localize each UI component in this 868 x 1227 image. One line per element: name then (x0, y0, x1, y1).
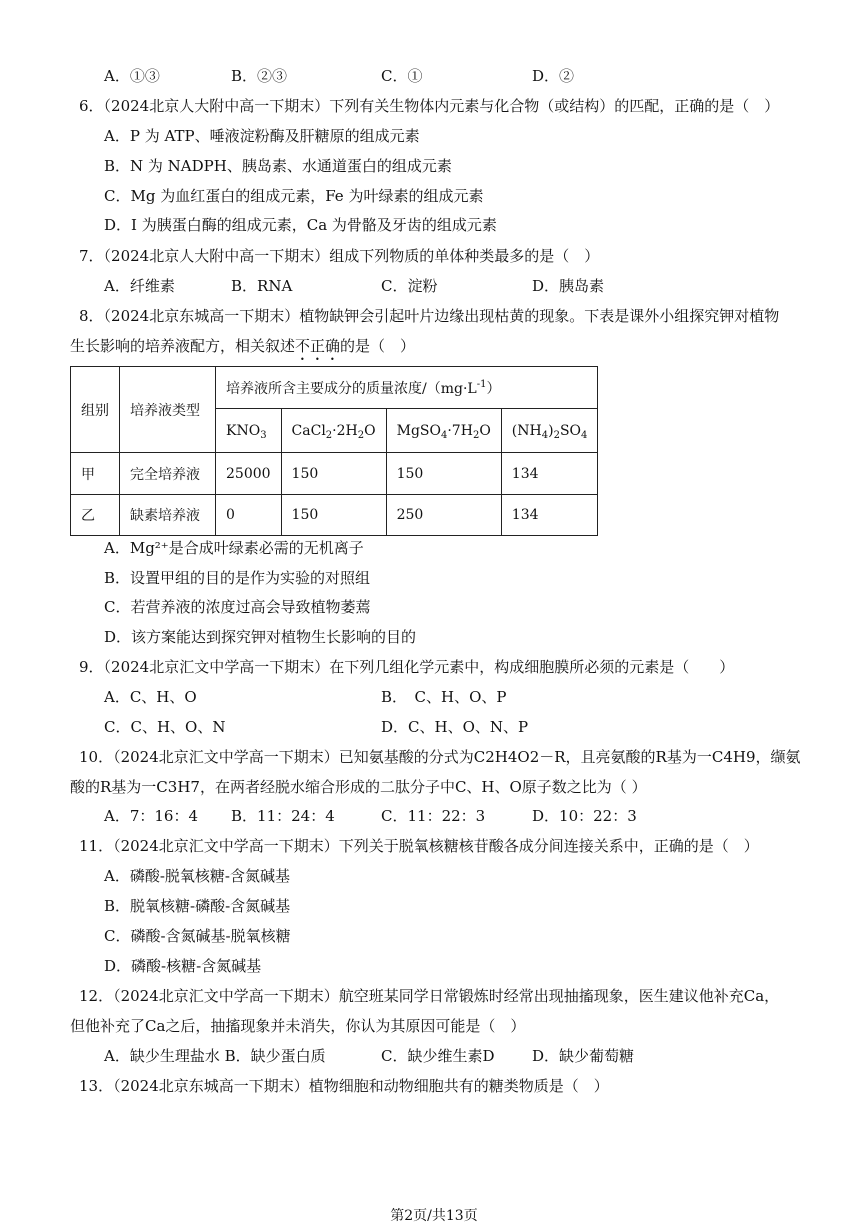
cell-value: 0 (216, 495, 282, 536)
q5-option-d: D．② (532, 67, 575, 85)
q11-option-a: A．磷酸-脱氧核糖-含氮碱基 (104, 867, 290, 885)
q9-option-a: A．C、H、O (104, 688, 197, 706)
q8-emphasis: 不正确 (295, 337, 341, 355)
q8-option-b: B．设置甲组的目的是作为实验的对照组 (104, 569, 371, 587)
q8-stem-line2: 生长影响的培养液配方，相关叙述不正确的是（ ） (70, 337, 416, 355)
cell-group: 甲 (71, 453, 120, 495)
q6-option-d: D．I 为胰蛋白酶的组成元素，Ca 为骨骼及牙齿的组成元素 (104, 216, 497, 234)
q6-option-a: A．P 为 ATP、唾液淀粉酶及肝糖原的组成元素 (104, 127, 420, 145)
q9-option-c: C．C、H、O、N (104, 718, 226, 736)
cell-type: 完全培养液 (120, 453, 216, 495)
q12-option-c: C．缺少维生素D (381, 1047, 495, 1065)
q8-table (70, 366, 598, 536)
q5-option-a: A．①③ (104, 67, 160, 85)
th-kno3: $KNO_3$ (216, 409, 282, 453)
q6-option-c: C．Mg 为血红蛋白的组成元素，Fe 为叶绿素的组成元素 (104, 187, 484, 205)
q8-stem-line1: 8．（2024北京东城高一下期末）植物缺钾会引起叶片边缘出现枯黄的现象。下表是课外小组探究钾对植物 (79, 307, 780, 325)
th-cacl2: $CaCl_2\cdot 2H_2O$ (281, 409, 386, 453)
q10-option-c: C．11：22：3 (381, 807, 486, 825)
cell-group: 乙 (71, 495, 120, 536)
q12-stem-line1: 12．（2024北京汇文中学高一下期末）航空班某同学日常锻炼时经常出现抽搐现象，医生建议他补充Ca， (79, 987, 780, 1005)
cell-value: 25000 (216, 453, 282, 495)
table-row (71, 495, 598, 536)
q10-stem-line2: 酸的R基为一C3H7，在两者经脱水缩合形成的二肽分子中C、H、O原子数之比为（ ） (70, 778, 647, 796)
q6-stem: 6．（2024北京人大附中高一下期末）下列有关生物体内元素与化合物（或结构）的匹配，正确的是（ ） (79, 97, 780, 115)
th-group: 组别 (71, 367, 120, 453)
cell-value: 134 (501, 495, 598, 536)
q7-option-a: A．纤维素 (104, 277, 175, 295)
q11-stem: 11．（2024北京汇文中学高一下期末）下列关于脱氧核糖核苷酸各成分间连接关系中，正确的是（ ） (79, 837, 759, 855)
q7-stem: 7．（2024北京人大附中高一下期末）组成下列物质的单体种类最多的是（ ） (79, 247, 600, 265)
q9-option-b: B． C、H、O、P (381, 688, 507, 706)
th-concentration: 培养液所含主要成分的质量浓度$/(mg\cdot L^{-1})$ (216, 367, 598, 409)
table-row (71, 453, 598, 495)
q6-option-b: B．N 为 NADPH、胰岛素、水通道蛋白的组成元素 (104, 157, 452, 175)
q7-option-b: B．RNA (231, 277, 293, 295)
q8-option-d: D．该方案能达到探究钾对植物生长影响的目的 (104, 628, 417, 646)
cell-value: 150 (281, 495, 386, 536)
q5-option-b: B．②③ (231, 67, 288, 85)
q8-option-c: C．若营养液的浓度过高会导致植物萎蔫 (104, 598, 371, 616)
q12-option-d: D．缺少葡萄糖 (532, 1047, 635, 1065)
cell-value: 250 (386, 495, 501, 536)
q13-stem: 13．（2024北京东城高一下期末）植物细胞和动物细胞共有的糖类物质是（ ） (79, 1077, 609, 1095)
q12-stem-line2: 但他补充了Ca之后，抽搐现象并未消失，你认为其原因可能是（ ） (70, 1017, 526, 1035)
q12-option-ab: A．缺少生理盐水 B．缺少蛋白质 (104, 1047, 326, 1065)
q10-option-d: D．10：22：3 (532, 807, 637, 825)
q10-option-b: B．11：24：4 (231, 807, 335, 825)
cell-value: 134 (501, 453, 598, 495)
th-type: 培养液类型 (120, 367, 216, 453)
page-number: 第2页/共13页 (390, 1208, 478, 1224)
q10-stem-line1: 10．（2024北京汇文中学高一下期末）已知氨基酸的分式为C2H4O2－R，且亮氨酸的R基为一C4H9，缬氨 (79, 748, 801, 766)
cell-value: 150 (386, 453, 501, 495)
q11-option-b: B．脱氧核糖-磷酸-含氮碱基 (104, 897, 291, 915)
q7-option-c: C．淀粉 (381, 277, 438, 295)
q11-option-c: C．磷酸-含氮碱基-脱氧核糖 (104, 927, 291, 945)
q5-option-c: C．① (381, 67, 423, 85)
th-mgso4: $MgSO_4\cdot 7H_2O$ (386, 409, 501, 453)
cell-type: 缺素培养液 (120, 495, 216, 536)
q7-option-d: D．胰岛素 (532, 277, 605, 295)
th-nh4so4: $(NH_4)_2SO_4$ (501, 409, 598, 453)
q11-option-d: D．磷酸-核糖-含氮碱基 (104, 957, 262, 975)
q10-option-a: A．7：16：4 (104, 807, 199, 825)
q9-stem: 9．（2024北京汇文中学高一下期末）在下列几组化学元素中，构成细胞膜所必须的元素是（ ） (79, 658, 735, 676)
q8-option-a: A．Mg²⁺是合成叶绿素必需的无机离子 (104, 539, 364, 557)
q9-option-d: D．C、H、O、N、P (381, 718, 529, 736)
cell-value: 150 (281, 453, 386, 495)
